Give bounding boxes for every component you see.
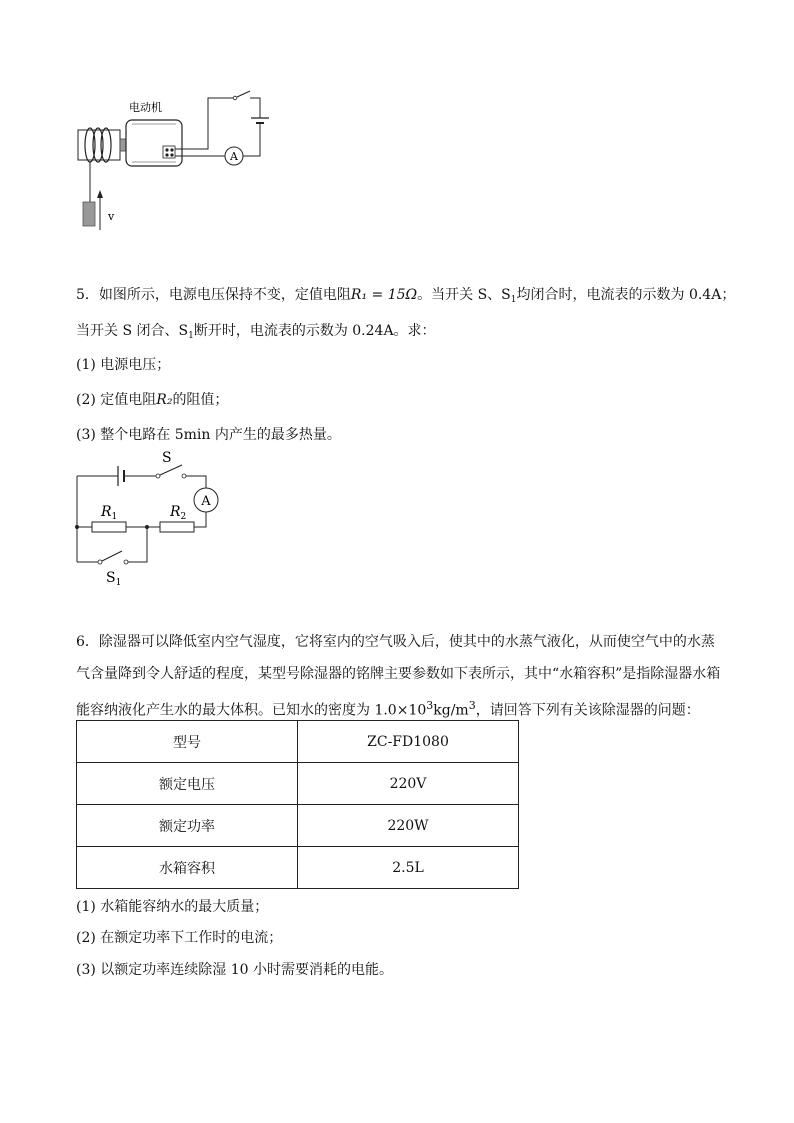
q6-exp1: 3 xyxy=(426,699,434,712)
table-cell: 水箱容积 xyxy=(77,847,298,889)
switch-s1-label: $S_1$ xyxy=(106,570,122,588)
table-cell: 额定电压 xyxy=(77,763,298,805)
resistor-r1 xyxy=(92,522,126,532)
q5-suffix-b: 均闭合时，电流表的示数为 0.4A； xyxy=(516,287,736,303)
table-row xyxy=(77,847,519,889)
up-arrow-icon xyxy=(97,190,103,198)
q6-line3-c: ，请回答下列有关该除湿器的问题： xyxy=(475,702,700,719)
table-cell: ZC-FD1080 xyxy=(298,721,519,763)
spool xyxy=(78,130,120,160)
switch-s-label: S xyxy=(162,450,172,466)
q5-sub2-r: R₂ xyxy=(156,392,173,408)
switch-lever xyxy=(237,91,250,97)
q5-s1-sub-2: 1 xyxy=(188,331,194,341)
table-cell: 2.5L xyxy=(298,847,519,889)
resistor-r1-label: $R_1$ xyxy=(101,504,118,522)
q5-line2 xyxy=(76,321,436,346)
q6-line1: 6．除湿器可以降低室内空气湿度，它将室内的空气吸入后，使其中的水蒸气液化，从而使空气中的水蒸 xyxy=(76,634,715,650)
motor-label: 电动机 xyxy=(129,101,162,114)
q5-sub2-b: 的阻值； xyxy=(172,392,229,408)
q6-line3 xyxy=(76,696,700,721)
switch-s-lever xyxy=(160,465,182,475)
q5-line1 xyxy=(76,285,735,310)
switch-s1-lever xyxy=(102,551,122,561)
table-row xyxy=(77,721,519,763)
motor-body xyxy=(126,120,182,166)
q6-line3-a: 能容纳液化产生水的最大体积。已知水的密度为 1.0×10 xyxy=(76,702,427,719)
weight-block xyxy=(83,202,95,226)
q5-suffix-a: 。当开关 S、S xyxy=(417,287,511,303)
q6-sub1: (1) 水箱能容纳水的最大质量； xyxy=(76,899,269,915)
q5-sub2 xyxy=(76,390,228,410)
table-cell: 220V xyxy=(298,763,519,805)
motor-circuit-figure xyxy=(70,90,280,235)
q5-sub1: (1) 电源电压； xyxy=(76,357,171,373)
table-cell: 额定功率 xyxy=(77,805,298,847)
ammeter-symbol: A xyxy=(230,150,238,163)
table-row xyxy=(77,763,519,805)
velocity-label: v xyxy=(108,210,115,223)
q5-sub2-a: (2) 定值电阻 xyxy=(76,392,157,408)
q5-sub3: (3) 整个电路在 5min 内产生的最多热量。 xyxy=(76,427,341,443)
q6-line3-b: kg/m xyxy=(433,702,469,719)
q5-line2-a: 当开关 S 闭合、S xyxy=(76,323,189,339)
q6-sub3: (3) 以额定功率连续除湿 10 小时需要消耗的电能。 xyxy=(76,962,393,978)
q5-resistor-equation: R₁ = 15Ω xyxy=(350,287,418,303)
table-row xyxy=(77,805,519,847)
q6-line2: 气含量降到令人舒适的程度，某型号除湿器的铭牌主要参数如下表所示，其中“水箱容积”是指除湿器水箱 xyxy=(76,666,721,682)
resistor-r2 xyxy=(160,522,194,532)
q5-line2-b: 断开时，电流表的示数为 0.24A。求： xyxy=(193,323,436,339)
q6-exp2: 3 xyxy=(468,699,476,712)
spec-table xyxy=(76,720,519,889)
table-cell: 220W xyxy=(298,805,519,847)
q5-s1-sub: 1 xyxy=(510,295,517,305)
ammeter-symbol: A xyxy=(201,494,211,509)
table-cell: 型号 xyxy=(77,721,298,763)
q6-sub2: (2) 在额定功率下工作时的电流； xyxy=(76,930,283,946)
resistor-r2-label: $R_2$ xyxy=(170,504,187,522)
q5-circuit-figure xyxy=(70,450,230,590)
q5-prefix: 5．如图所示，电源电压保持不变，定值电阻 xyxy=(76,287,351,303)
